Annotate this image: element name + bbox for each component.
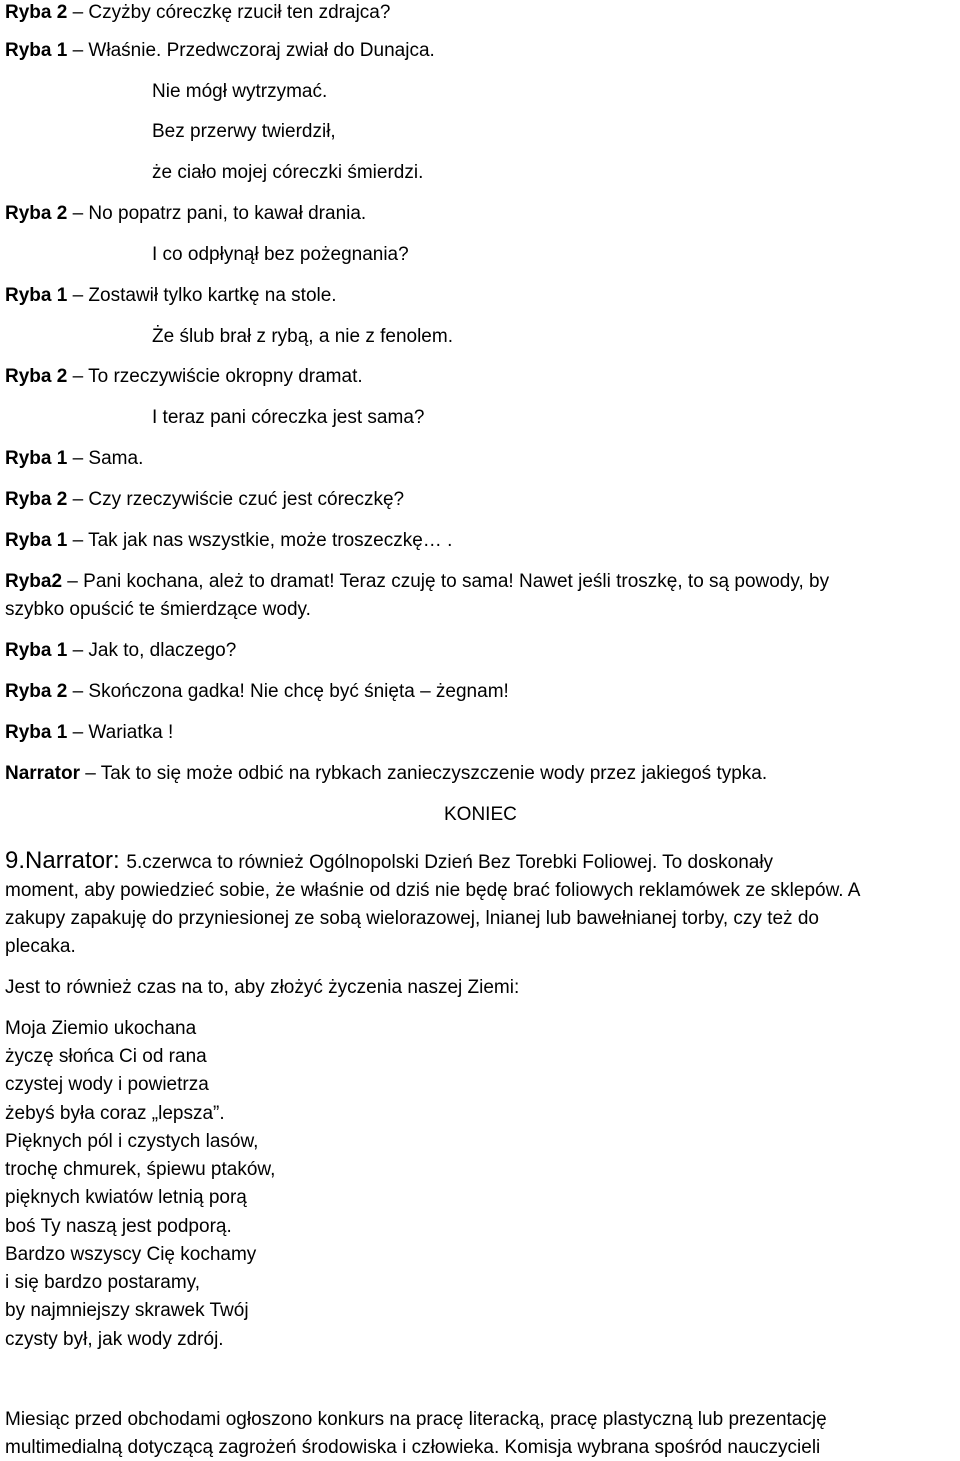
dialogue-text: – Pani kochana, ależ to dramat! Teraz czuję to sama! Nawet jeśli troszkę, to są powody, by [62, 571, 830, 592]
dialogue-text: – To rzeczywiście okropny dramat. [67, 366, 363, 387]
dialogue-text: Że ślub brał z rybą, a nie z fenolem. [152, 326, 453, 347]
poem-line: Moja Ziemio ukochana [5, 1018, 197, 1039]
poem-line: by najmniejszy skrawek Twój [5, 1300, 249, 1321]
dialogue-line [5, 201, 366, 227]
dialogue-line [5, 0, 390, 26]
paragraph-line: Miesiąc przed obchodami ogłoszono konkurs na pracę literacką, pracę plastyczną lub prezentację [5, 1409, 827, 1430]
dialogue-line [5, 528, 452, 554]
speaker-label: Ryba 2 [5, 489, 68, 510]
speaker-label: Ryba 1 [5, 530, 68, 551]
end-marker: KONIEC [444, 804, 517, 825]
speaker-label: Ryba2 [5, 571, 63, 592]
dialogue-text: I teraz pani córeczka jest sama? [152, 407, 425, 428]
dialogue-line [5, 679, 509, 705]
dialogue-line [5, 364, 363, 390]
poem-line: życzę słońca Ci od rana [5, 1046, 207, 1067]
dialogue-text: – Sama. [67, 448, 144, 469]
dialogue-line [5, 638, 236, 664]
speaker-label: Ryba 2 [5, 366, 68, 387]
paragraph-line: multimedialną dotyczącą zagrożeń środowiska i człowieka. Komisja wybrana spośród nauczycieli [5, 1437, 821, 1458]
dialogue-text: – Czyżby córeczkę rzucił ten zdrajca? [67, 2, 391, 23]
dialogue-text: – Skończona gadka! Nie chcę być śnięta – żegnam! [67, 681, 509, 702]
dialogue-line [5, 569, 829, 595]
dialogue-line [152, 242, 409, 268]
dialogue-text: – Czy rzeczywiście czuć jest córeczkę? [67, 489, 405, 510]
poem-line: Pięknych pól i czystych lasów, [5, 1131, 259, 1152]
poem-line: boś Ty naszą jest podporą. [5, 1216, 232, 1237]
dialogue-line [5, 446, 143, 472]
date-prefix: 5. [126, 852, 143, 873]
speaker-label: Ryba 1 [5, 285, 68, 306]
paragraph-text: czerwca to również Ogólnopolski Dzień Bez Torebki Foliowej. To doskonały [142, 852, 774, 873]
dialogue-text: – Właśnie. Przedwczoraj zwiał do Dunajca. [67, 40, 435, 61]
poem-intro: Jest to również czas na to, aby złożyć życzenia naszej Ziemi: [5, 977, 520, 998]
poem-line: żebyś była coraz „lepsza”. [5, 1103, 225, 1124]
dialogue-line [5, 597, 311, 623]
dialogue-line [152, 160, 423, 186]
section-heading-line [5, 846, 773, 876]
dialogue-text: – No popatrz pani, to kawał drania. [67, 203, 367, 224]
dialogue-line [5, 487, 404, 513]
dialogue-text: – Wariatka ! [67, 722, 174, 743]
dialogue-line [5, 761, 767, 787]
poem-line: Bardzo wszyscy Cię kochamy [5, 1244, 257, 1265]
paragraph-line: moment, aby powiedzieć sobie, że właśnie od dziś nie będę brać foliowych reklamówek ze sklepów. A [5, 880, 861, 901]
speaker-label: Ryba 1 [5, 640, 68, 661]
dialogue-text: – Zostawił tylko kartkę na stole. [67, 285, 337, 306]
dialogue-text: szybko opuścić te śmierdzące wody. [5, 599, 311, 620]
speaker-label: Ryba 1 [5, 40, 68, 61]
dialogue-text: że ciało mojej córeczki śmierdzi. [152, 162, 424, 183]
speaker-label: Ryba 2 [5, 681, 68, 702]
dialogue-line [152, 79, 327, 105]
paragraph-line: plecaka. [5, 936, 76, 957]
speaker-label: Ryba 1 [5, 448, 68, 469]
dialogue-text: – Tak jak nas wszystkie, może troszeczkę… . [67, 530, 453, 551]
dialogue-line [152, 405, 424, 431]
poem-line: trochę chmurek, śpiewu ptaków, [5, 1159, 276, 1180]
dialogue-line [5, 720, 173, 746]
section-heading: 9.Narrator: [5, 847, 127, 874]
poem-line: czysty był, jak wody zdrój. [5, 1329, 224, 1350]
poem-line: i się bardzo postaramy, [5, 1272, 201, 1293]
dialogue-text: – Tak to się może odbić na rybkach zanieczyszczenie wody przez jakiegoś typka. [79, 763, 768, 784]
poem-line: pięknych kwiatów letnią porą [5, 1187, 247, 1208]
dialogue-text: – Jak to, dlaczego? [67, 640, 237, 661]
speaker-label: Narrator [5, 763, 80, 784]
poem-line: czystej wody i powietrza [5, 1074, 209, 1095]
paragraph-line: zakupy zapakuję do przyniesionej ze sobą wielorazowej, lnianej lub bawełnianej torby, czy też do [5, 908, 819, 929]
speaker-label: Ryba 2 [5, 2, 68, 23]
speaker-label: Ryba 1 [5, 722, 68, 743]
dialogue-text: Nie mógł wytrzymać. [152, 81, 328, 102]
dialogue-line [5, 38, 435, 64]
dialogue-line [152, 119, 336, 145]
speaker-label: Ryba 2 [5, 203, 68, 224]
dialogue-line [152, 324, 453, 350]
dialogue-line [5, 283, 337, 309]
dialogue-text: Bez przerwy twierdził, [152, 121, 336, 142]
dialogue-text: I co odpłynął bez pożegnania? [152, 244, 409, 265]
